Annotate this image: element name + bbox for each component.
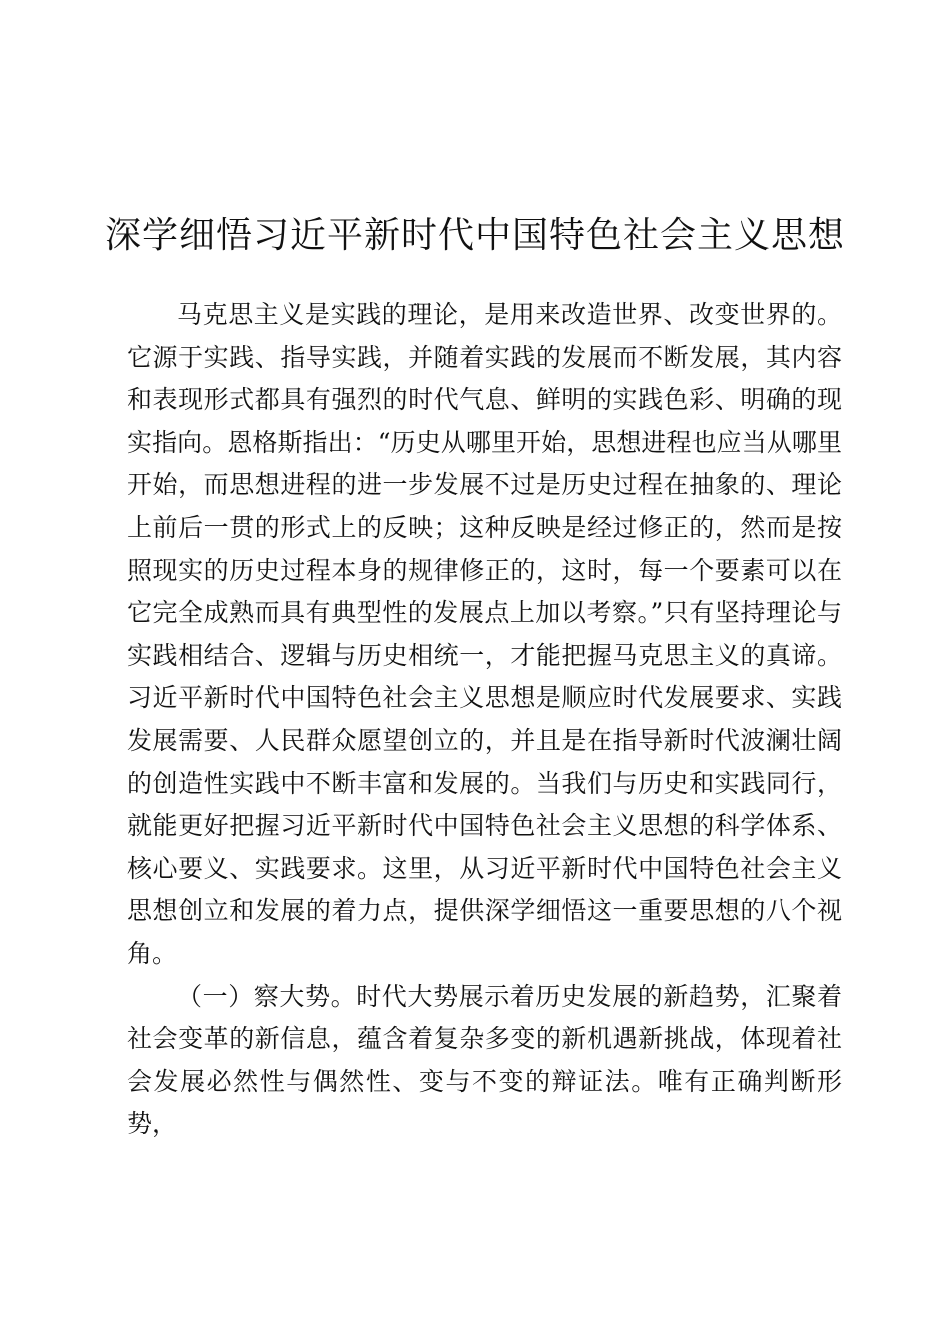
document-title: 深学细悟习近平新时代中国特色社会主义思想 [104, 215, 845, 256]
body-paragraph: 马克思主义是实践的理论，是用来改造世界、改变世界的。它源于实践、指导实践，并随着实践的发展而不断发展，其内容和表现形式都具有强烈的时代气息、鲜明的实践色彩、明确的现实指向。恩格斯指出：“历史从哪里开始，思想进程也应当从哪里开始，而思想进程的进一步发展不过是历史过程在抽象的、理论上前后一贯的形式上的反映；这种反映是经过修正的，然而是按照现实的历史过程本身的规律修正的，这时，每一个要素可以在它完全成熟而具有典型性的发展点上加以考察。”只有坚持理论与实践相结合、逻辑与历史相统一，才能把握马克思主义的真谛。习近平新时代中国特色社会主义思想是顺应时代发展要求、实践发展需要、人民群众愿望创立的，并且是在指导新时代波澜壮阔的创造性实践中不断丰富和发展的。当我们与历史和实践同行，就能更好把握习近平新时代中国特色社会主义思想的科学体系、核心要义、实践要求。这里，从习近平新时代中国特色社会主义思想创立和发展的着力点，提供深学细悟这一重要思想的八个视角。 [127, 300, 842, 968]
document-body [127, 294, 842, 1146]
body-paragraph: （一）察大势。时代大势展示着历史发展的新趋势，汇聚着社会变革的新信息，蕴含着复杂多变的新机遇新挑战，体现着社会发展必然性与偶然性、变与不变的辩证法。唯有正确判断形势， [127, 981, 842, 1139]
